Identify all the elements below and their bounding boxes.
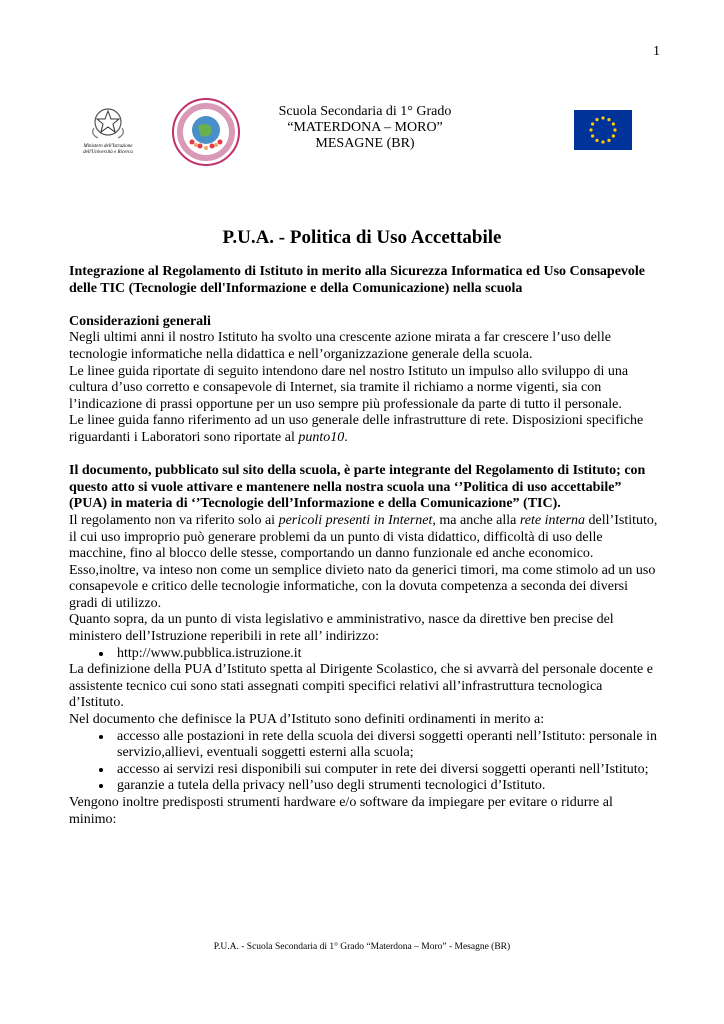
paragraph-text: Le linee guida fanno riferimento ad un uso generale delle infrastrutture di rete. Disposizioni specifiche riguardanti i Laboratori sono riportate al: [69, 413, 644, 445]
paragraph: [69, 413, 659, 446]
regulation-list: [69, 729, 659, 795]
reference-punto10: punto10: [298, 429, 345, 445]
paragraph: Le linee guida riportate di seguito intendono dare nel nostro Istituto un impulso allo sviluppo di una cultura d’uso corretto e consapevole di Internet, sia tramite il richiamo a norme vigenti, sia con l’indicazione di prassi opportune per un uso sempre più professionale da parte di tutto il personale.: [69, 363, 629, 412]
school-level: Scuola Secondaria di 1° Grado: [278, 104, 452, 119]
paragraph-text: .: [344, 429, 348, 445]
paragraph: Negli ultimi anni il nostro Istituto ha svolto una crescente azione mirata a far crescere l’uso delle tecnologie informatiche nella didattica e nell’organizzazione generale della scuola.: [69, 330, 611, 362]
list-item: • accesso alle postazioni in rete della scuola dei diversi soggetti operanti nell’Istituto: personale in servizio,allievi, eventuali soggetti esterni alla scuola;: [113, 729, 659, 762]
document-title: P.U.A. - Politica di Uso Accettabile: [222, 227, 502, 248]
emblem-caption: Ministero dell'Istruzione dell'Università e Ricerca: [83, 144, 133, 155]
section-heading: Considerazioni generali: [69, 313, 211, 329]
page-number: 1: [653, 44, 660, 59]
paragraph-text: Il regolamento non va riferito solo ai: [69, 512, 279, 528]
url-list: [69, 646, 659, 663]
bold-paragraph: Il documento, pubblicato sul sito della scuola, è parte integrante del Regolamento di Istituto; con questo atto si vuole attivare e mantenere nella nostra scuola una ‘’Politica di uso accettabile” (PUA) in materia di ‘’Tecnologie dell’Informazione e della Comunicazione” (TIC).: [69, 463, 646, 512]
intro-heading: Integrazione al Regolamento di Istituto in merito alla Sicurezza Informatica ed Uso Consapevole delle TIC (Tecnologie dell'Informazione e della Comunicazione) nella scuola: [69, 264, 646, 296]
school-city: MESAGNE (BR): [315, 136, 415, 151]
school-logo: [170, 96, 242, 168]
document-body: [69, 264, 659, 828]
eu-flag-icon: [574, 110, 632, 150]
school-name: “MATERDONA – MORO”: [287, 120, 443, 135]
paragraph: Esso,inoltre, va inteso non come un semplice divieto nato da generici timori, ma come stimolo ad un uso consapevole e critico delle tecnologie informatiche, con la dovuta competenza a seconda dei diversi gradi di utilizzo.: [69, 562, 656, 611]
list-item: • garanzie a tutela della privacy nell’uso degli strumenti tecnologici d’Istituto.: [113, 778, 659, 795]
paragraph-text: dell’Istituto, il cui uso improprio può generare problemi da un punto di vista didattico, difficoltà di uso delle macchine, fino al blocco delle stesse, comportando un danno funzionale ed anche economico.: [69, 512, 658, 562]
paragraph: Quanto sopra, da un punto di vista legislativo e amministrativo, nasce da direttive ben precise del ministero dell’Istruzione reperibili in rete all’ indirizzo:: [69, 612, 614, 645]
emblem-icon: [78, 104, 138, 144]
emphasis-internet-dangers: pericoli presenti in Internet: [278, 512, 433, 528]
school-info: [240, 104, 490, 152]
list-item: • accesso ai servizi resi disponibili sui computer in rete dei diversi soggetti operanti nell’Istituto;: [113, 762, 659, 779]
italian-republic-emblem: [78, 104, 138, 166]
eu-flag: [574, 110, 632, 150]
paragraph: Nel documento che definisce la PUA d’Istituto sono definiti ordinamenti in merito a:: [69, 712, 545, 728]
paragraph-text: , ma anche alla: [432, 512, 520, 528]
paragraph: La definizione della PUA d’Istituto spetta al Dirigente Scolastico, che si avvarrà del personale docente e assistente tecnico cui sono stati assegnati compiti specifici relativi all’infrastruttura tecnologica d’Istituto.: [69, 662, 653, 711]
paragraph: Vengono inoltre predisposti strumenti hardware e/o software da impiegare per evitare o ridurre al minimo:: [69, 795, 613, 827]
school-logo-icon: [170, 96, 242, 168]
ministry-url: • http://www.pubblica.istruzione.it: [113, 646, 659, 663]
document-header: [0, 96, 724, 168]
page-footer: P.U.A. - Scuola Secondaria di 1° Grado “Materdona – Moro” - Mesagne (BR): [213, 942, 511, 952]
paragraph: [69, 513, 659, 563]
emphasis-internal-network: rete interna: [519, 512, 586, 528]
